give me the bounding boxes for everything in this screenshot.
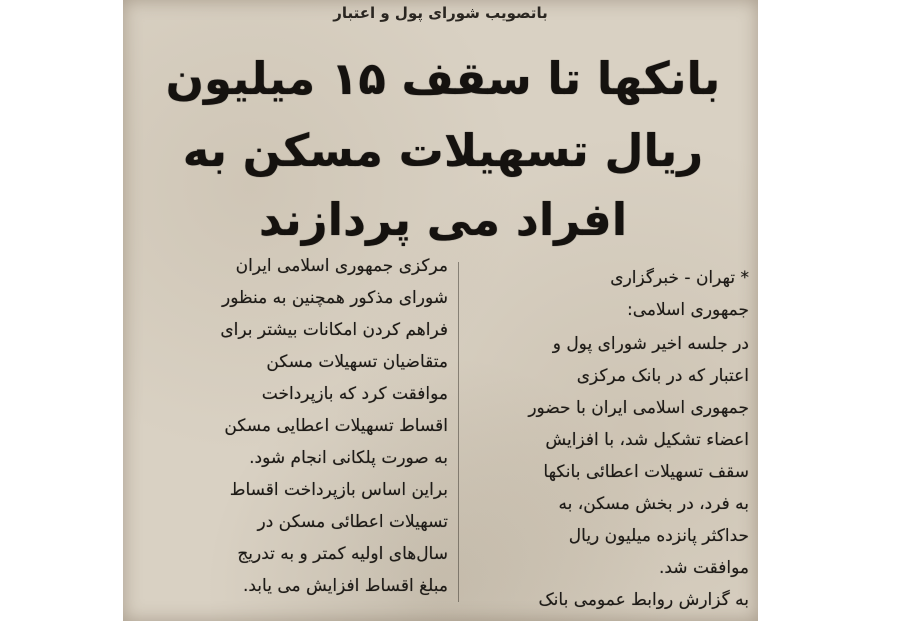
left-column-line: تسهیلات اعطائی مسکن در — [257, 512, 448, 532]
left-column-line: اقساط تسهیلات اعطایی مسکن — [224, 416, 448, 436]
left-column-line: مبلغ اقساط افزایش می یابد. — [242, 576, 448, 596]
left-column-line: موافقت کرد که بازپرداخت — [261, 384, 448, 404]
left-column-line: شورای مذکور همچنین به منظور — [222, 288, 448, 308]
left-column-line: مرکزی جمهوری اسلامی ایران — [235, 256, 448, 276]
left-column-line: سال‌های اولیه کمتر و به تدریج — [237, 544, 448, 564]
article-right-column — [467, 268, 749, 608]
right-column-line: به گزارش روابط عمومی بانک — [538, 590, 749, 610]
right-column-line: اعضاء تشکیل شد، با افزایش — [545, 430, 749, 450]
article-left-column — [153, 256, 448, 606]
left-column-line: به صورت پلکانی انجام شود. — [249, 448, 448, 468]
headline-line-2: ریال تسهیلات مسکن به — [182, 124, 704, 177]
left-column-line: فراهم کردن امکانات بیشتر برای — [220, 320, 448, 340]
right-column-line: به فرد، در بخش مسکن، به — [558, 494, 749, 514]
right-column-line: در جلسه اخیر شورای پول و — [552, 334, 749, 354]
article-kicker: باتصویب شورای پول و اعتبار — [333, 4, 548, 22]
column-divider — [458, 262, 459, 602]
right-column-line: جمهوری اسلامی: — [627, 300, 749, 320]
headline-line-3: افراد می پردازند — [258, 193, 628, 246]
right-column-line: * تهران - خبرگزاری — [610, 268, 749, 288]
left-column-line: متقاضیان تسهیلات مسکن — [266, 352, 448, 372]
right-column-line: اعتبار که در بانک مرکزی — [576, 366, 749, 386]
right-column-line: جمهوری اسلامی ایران با حضور — [528, 398, 749, 418]
left-column-line: براین اساس بازپرداخت اقساط — [229, 480, 448, 500]
right-column-line: حداکثر پانزده میلیون ریال — [568, 526, 749, 546]
right-column-line: موافقت شد. — [658, 558, 749, 578]
newspaper-clipping — [123, 0, 758, 621]
headline-line-1: بانکها تا سقف ۱۵ میلیون — [165, 52, 721, 105]
right-column-line: سقف تسهیلات اعطائی بانکها — [543, 462, 749, 482]
